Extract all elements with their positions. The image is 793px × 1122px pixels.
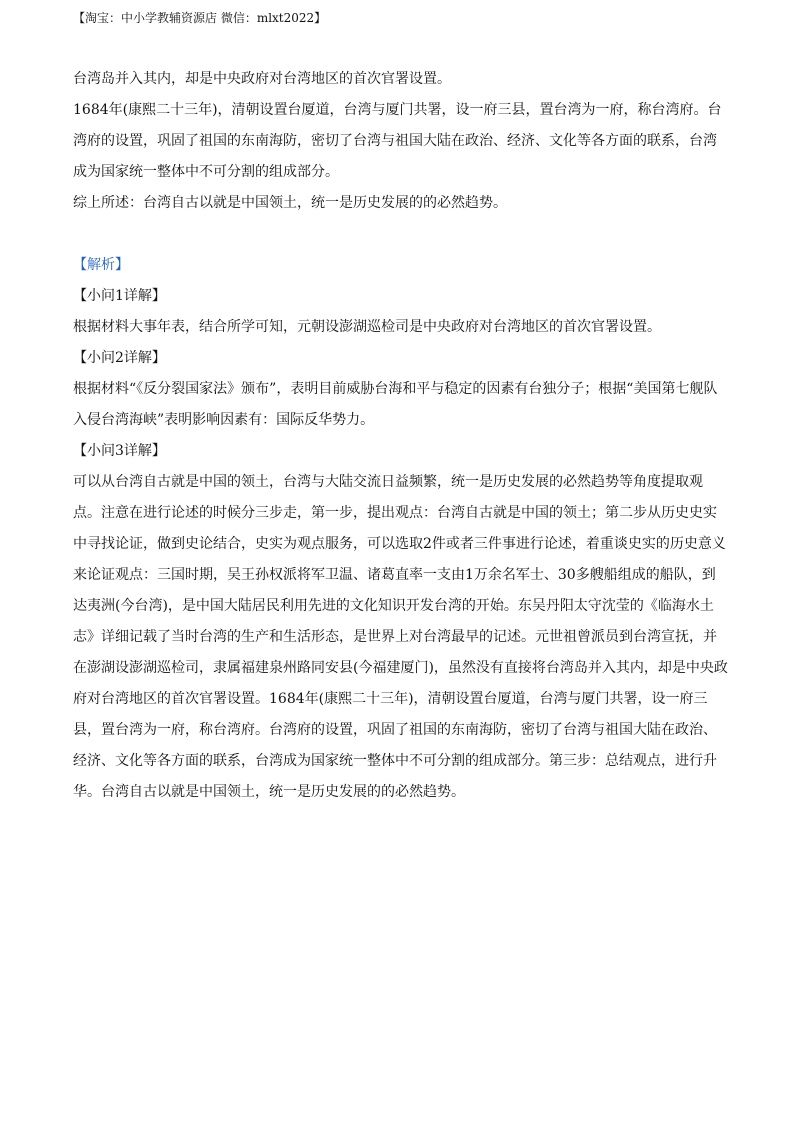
question-2-answer: 根据材料“《反分裂国家法》颁布”，表明目前威胁台海和平与稳定的因素有台独分子；根据“美国第七舰队入侵台湾海峡”表明影响因素有：国际反华势力。 [73,381,718,428]
paragraph-top-3: 综上所述：台湾自古以就是中国领土，统一是历史发展的的必然趋势。 [73,195,507,211]
question-2-heading: 【小问2详解】 [73,350,166,366]
page-header: 【淘宝：中小学教辅资源店 微信：mlxt2022】 [73,11,327,25]
document-body [73,64,728,808]
question-1-heading: 【小问1详解】 [73,288,166,304]
paragraph-top-1: 台湾岛并入其内，却是中央政府对台湾地区的首次官署设置。 [73,71,451,87]
question-1-answer: 根据材料大事年表，结合所学可知，元朝设澎湖巡检司是中央政府对台湾地区的首次官署设置。 [73,319,661,335]
paragraph-top-2: 1684年(康熙二十三年)，清朝设置台厦道，台湾与厦门共署，设一府三县，置台湾为一府，称台湾府。台湾府的设置，巩固了祖国的东南海防，密切了台湾与祖国大陆在政治、经济、文化等各方面的联系，台湾成为国家统一整体中不可分割的组成部分。 [73,102,722,180]
question-3-answer: 可以从台湾自古就是中国的领土，台湾与大陆交流日益频繁，统一是历史发展的必然趋势等角度提取观点。注意在进行论述的时候分三步走，第一步，提出观点：台湾自古就是中国的领土；第二步从历史史实中寻找论证，做到史论结合，史实为观点服务，可以选取2件或者三件事进行论述，着重谈史实的历史意义来论证观点：三国时期，吴王孙权派将军卫温、诸葛直率一支由1万余名军士、30多艘船组成的船队，到达夷洲(今台湾)，是中国大陆居民利用先进的文化知识开发台湾的开始。东吴丹阳太守沈莹的《临海水土志》详细记载了当时台湾的生产和生活形态，是世界上对台湾最早的记述。元世祖曾派员到台湾宣抚，并在澎湖设澎湖巡检司，隶属福建泉州路同安县(今福建厦门)，虽然没有直接将台湾岛并入其内，却是中央政府对台湾地区的首次官署设置。1684年(康熙二十三年)，清朝设置台厦道，台湾与厦门共署，设一府三县，置台湾为一府，称台湾府。台湾府的设置，巩固了祖国的东南海防，密切了台湾与祖国大陆在政治、经济、文化等各方面的联系，台湾成为国家统一整体中不可分割的组成部分。第三步：总结观点，进行升华。台湾自古以就是中国领土，统一是历史发展的的必然趋势。 [73,474,728,800]
spacer [73,219,728,250]
analysis-heading: 【解析】 [73,257,129,273]
question-3-heading: 【小问3详解】 [73,443,166,459]
